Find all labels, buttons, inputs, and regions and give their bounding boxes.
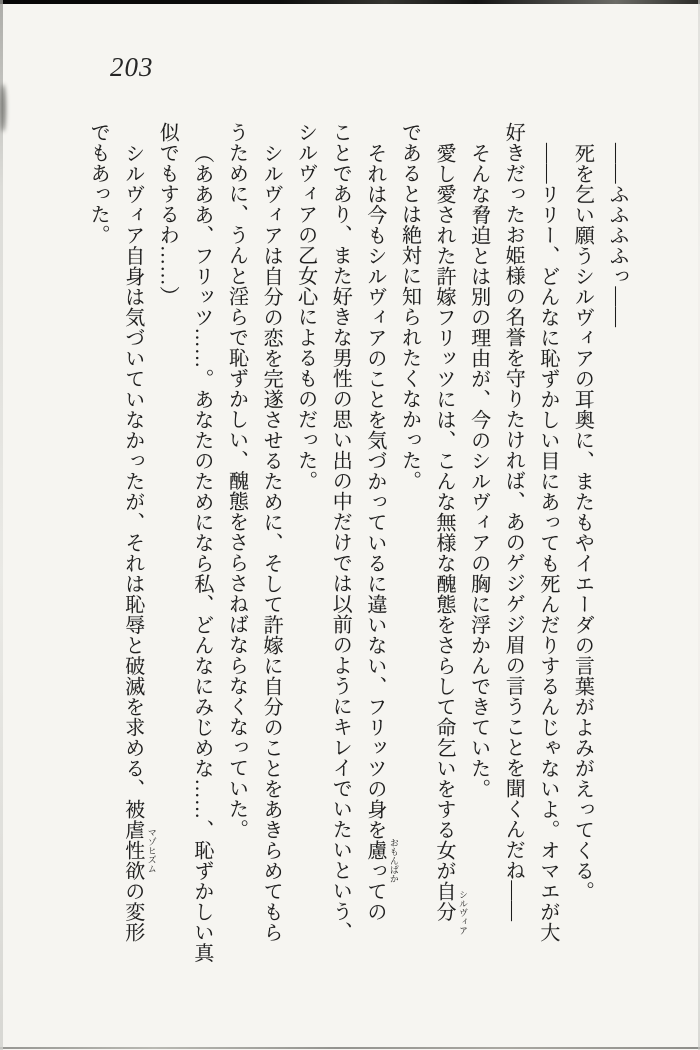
text-column: 死を乞い願うシルヴィアの耳奥に、またもやイエーダの言葉がよみがえってくる。 bbox=[571, 143, 594, 902]
text-column: シルヴィア自身は気づいていなかったが、それは恥辱と破滅を求める、被虐性欲 マゾヒズム の変形 bbox=[121, 143, 157, 943]
text-column: そんな脅迫とは別の理由が、今のシルヴィアの胸に浮かんできていた。 bbox=[467, 143, 490, 799]
text-column: シルヴィアは自分の恋を完遂させるために、そして許嫁に自分のことをあきらめてもら bbox=[260, 143, 283, 943]
text-column: ことであり、また好きな男性の思い出の中だけでは以前のようにキレイでいたいという、 bbox=[329, 122, 352, 942]
text-column: 愛し愛された許嫁フリッツには、こんな無様な醜態をさらして命乞いをする女が自分 シルヴィア bbox=[433, 143, 469, 935]
page-number: 203 bbox=[110, 52, 154, 82]
text-column: それは今もシルヴィアのことを気づかっているに違いない、フリッツの身を慮 おもんぱか っての bbox=[363, 143, 399, 922]
scan-left-edge-shadow bbox=[0, 0, 3, 1050]
text-column: でもあった。 bbox=[87, 122, 110, 245]
furigana: シルヴィア bbox=[458, 889, 469, 935]
text-column: 好きだったお姫様の名誉を守りたければ、あのゲジゲジ眉の言うことを聞くんだね―― bbox=[502, 122, 525, 922]
ruby-base: 自分 シルヴィア bbox=[433, 881, 455, 922]
text-column: であるとは絶対に知られたくなかった。 bbox=[398, 122, 421, 491]
furigana: おもんぱか bbox=[388, 838, 399, 884]
text-column: 似でもするわ……） bbox=[156, 122, 179, 307]
scan-top-edge-line bbox=[0, 0, 700, 4]
text-column: （あああ、フリッツ……。あなたのためになら私、どんなにみじめな……、恥ずかしい真 bbox=[190, 143, 213, 963]
vertical-text-block bbox=[80, 122, 634, 1050]
text-column: シルヴィアの乙女心によるものだった。 bbox=[294, 122, 317, 491]
ruby-base: 慮 おもんぱか bbox=[364, 840, 386, 861]
furigana: マゾヒズム bbox=[146, 828, 157, 873]
text-column: うために、うんと淫らで恥ずかしい、醜態をさらさねばならなくなっていた。 bbox=[225, 122, 248, 840]
text-column: ――リリー、どんなに恥ずかしい目にあっても死んだりするんじゃないよ。オマエが大 bbox=[536, 143, 559, 943]
text-column: ――ふふふふっ―― bbox=[606, 143, 628, 328]
scan-smudge bbox=[0, 84, 6, 132]
ruby-base: 被虐性欲 マゾヒズム bbox=[121, 799, 157, 881]
